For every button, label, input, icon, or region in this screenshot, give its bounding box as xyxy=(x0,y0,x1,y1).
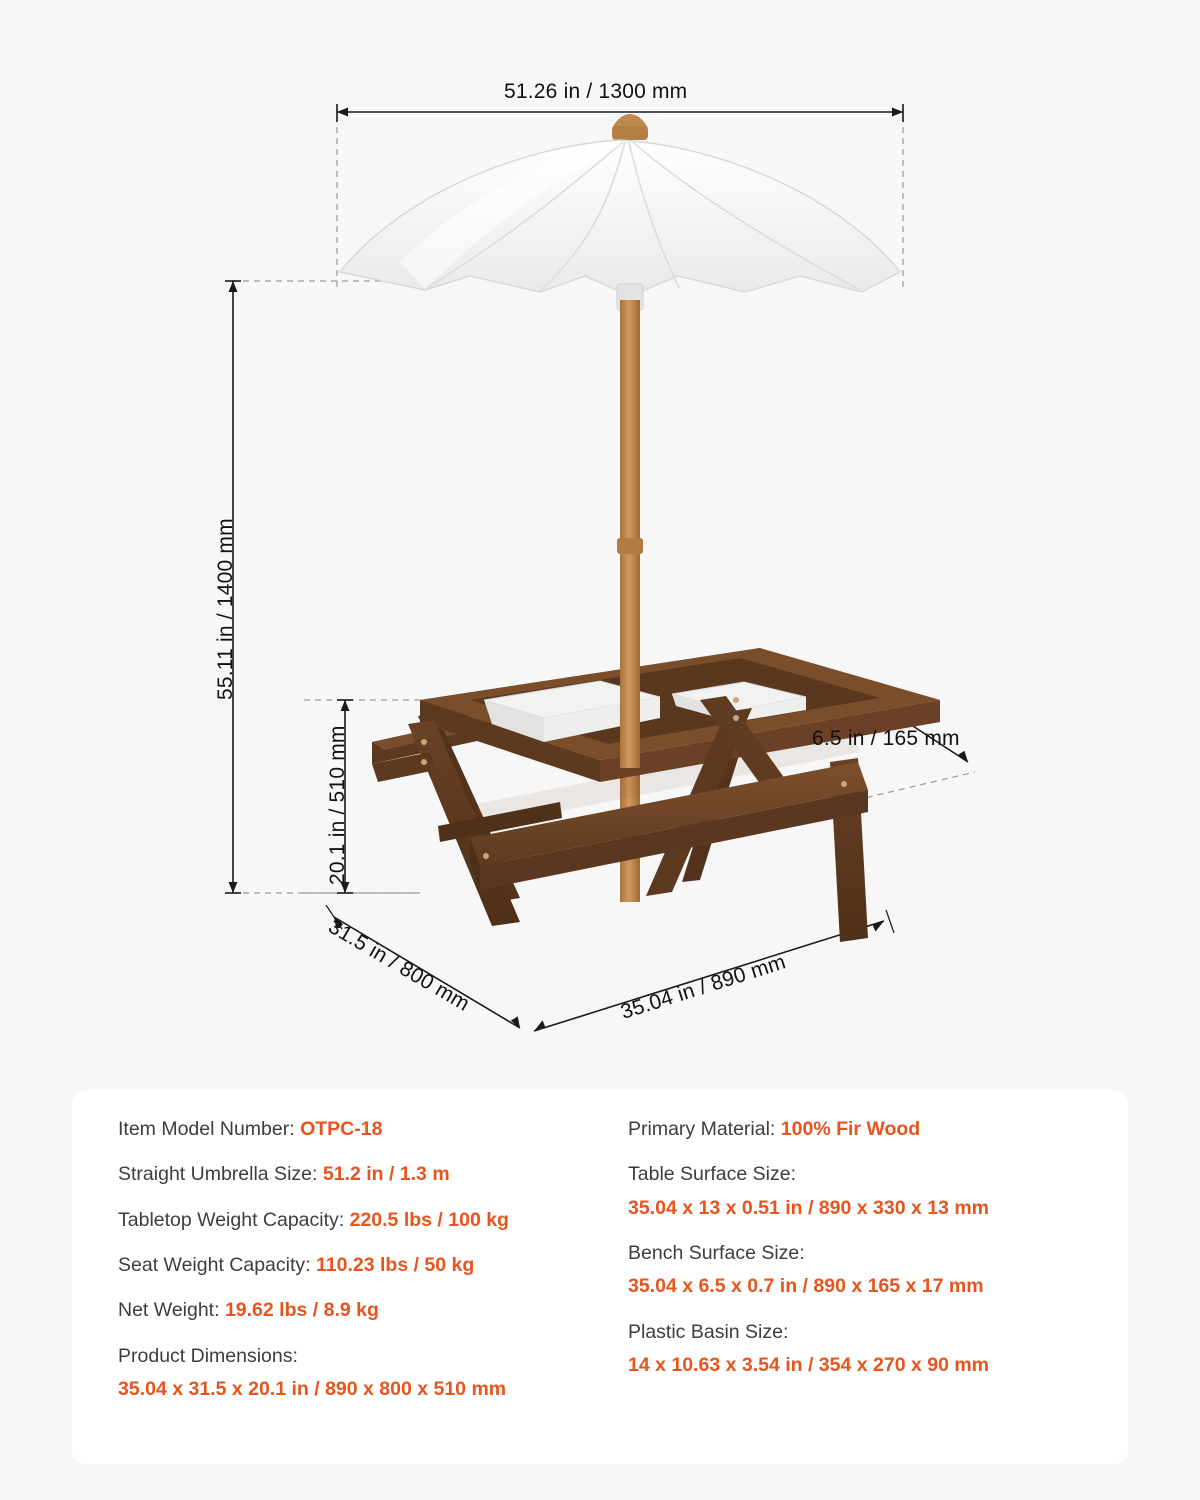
spec-value: 100% Fir Wood xyxy=(780,1118,921,1140)
spec-value: 35.04 x 13 x 0.51 in / 890 x 330 x 13 mm xyxy=(628,1196,990,1219)
spec-item-table-surface-size xyxy=(628,1161,1102,1221)
spec-label: Seat Weight Capacity: xyxy=(118,1253,311,1276)
spec-column-right xyxy=(600,1116,1102,1444)
specification-card xyxy=(72,1090,1128,1464)
spec-label: Plastic Basin Size: xyxy=(628,1320,789,1343)
spec-value: 35.04 x 31.5 x 20.1 in / 890 x 800 x 510 mm xyxy=(118,1377,507,1400)
picnic-table xyxy=(372,648,940,942)
spec-value: 19.62 lbs / 8.9 kg xyxy=(224,1299,379,1322)
spec-item-primary-material xyxy=(628,1116,1102,1142)
spec-label: Primary Material: xyxy=(628,1118,776,1140)
spec-label: Item Model Number: xyxy=(118,1118,295,1140)
spec-item-umbrella-size xyxy=(118,1161,590,1187)
dim-label-table-height: 20.1 in / 510 mm xyxy=(326,725,349,885)
spec-label: Bench Surface Size: xyxy=(628,1241,805,1264)
spec-value: 14 x 10.63 x 3.54 in / 354 x 270 x 90 mm xyxy=(628,1353,990,1376)
spec-label: Straight Umbrella Size: xyxy=(118,1163,318,1186)
spec-item-bench-surface-size xyxy=(628,1240,1102,1300)
spec-item-tabletop-capacity xyxy=(118,1207,590,1233)
spec-value: 35.04 x 6.5 x 0.7 in / 890 x 165 x 17 mm xyxy=(628,1275,984,1298)
spec-item-model-number xyxy=(118,1116,590,1142)
spec-value: 220.5 lbs / 100 kg xyxy=(349,1208,509,1231)
spec-value: 51.2 in / 1.3 m xyxy=(322,1163,450,1186)
spec-value: OTPC-18 xyxy=(300,1118,383,1140)
spec-item-net-weight xyxy=(118,1297,590,1323)
spec-label: Tabletop Weight Capacity: xyxy=(118,1208,345,1231)
dim-label-table-width: 35.04 in / 890 mm xyxy=(618,950,789,1024)
spec-column-left xyxy=(98,1116,600,1444)
spec-value: 110.23 lbs / 50 kg xyxy=(316,1253,475,1276)
spec-item-product-dimensions xyxy=(118,1343,590,1403)
dim-label-umbrella-width: 51.26 in / 1300 mm xyxy=(504,80,688,103)
spec-label: Net Weight: xyxy=(118,1299,220,1322)
dim-label-total-height: 55.11 in / 1400 mm xyxy=(214,518,237,700)
dim-label-table-depth: 31.5 in / 800 mm xyxy=(324,915,474,1016)
spec-item-plastic-basin-size xyxy=(628,1319,1102,1379)
dim-label-bench-depth: 6.5 in / 165 mm xyxy=(812,727,960,750)
spec-label: Product Dimensions: xyxy=(118,1344,298,1367)
spec-item-seat-capacity xyxy=(118,1252,590,1278)
spec-label: Table Surface Size: xyxy=(628,1163,797,1186)
